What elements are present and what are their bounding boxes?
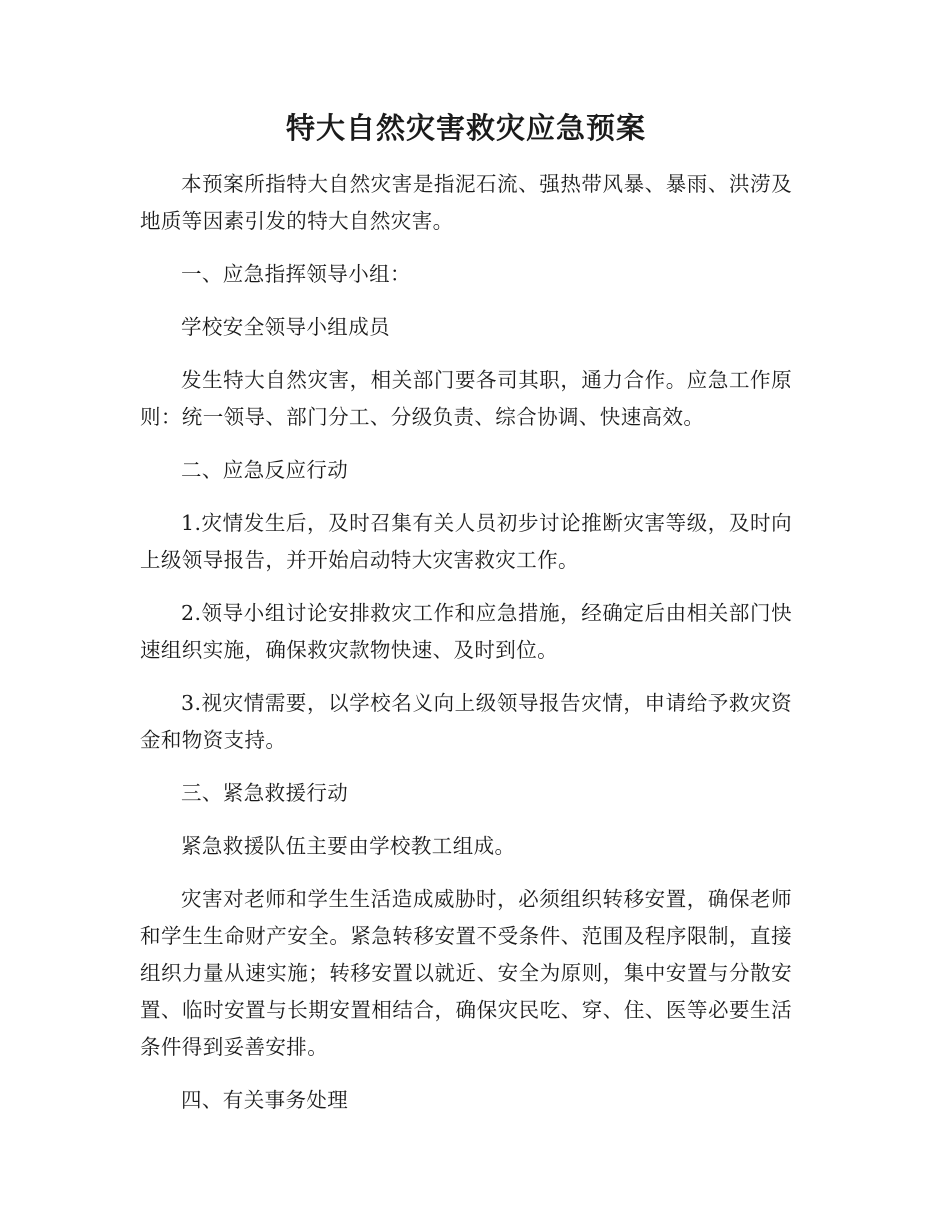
relocation-paragraph: 灾害对老师和学生生活造成威胁时，必须组织转移安置，确保老师和学生生命财产安全。紧急转移安置不受条件、范围及程序限制，直接组织力量从速实施；转移安置以就近、安全为原则，集中安置与分散安置、临时安置与长期安置相结合，确保灾民吃、穿、住、医等必要生活条件得到妥善安排。	[140, 887, 792, 1059]
document-title: 特大自然灾害救灾应急预案	[285, 111, 646, 145]
response-item-2: 2.领导小组讨论安排救灾工作和应急措施，经确定后由相关部门快速组织实施，确保救灾款物快速、及时到位。	[140, 601, 792, 662]
section-heading-1: 一、应急指挥领导小组：	[181, 262, 411, 286]
section-heading-4: 四、有关事务处理	[181, 1088, 349, 1112]
section-heading-2: 二、应急反应行动	[181, 458, 349, 482]
section-heading-3: 三、紧急救援行动	[181, 781, 349, 805]
response-item-1: 1.灾情发生后，及时召集有关人员初步讨论推断灾害等级，及时向上级领导报告，并开始启动特大灾害救灾工作。	[140, 511, 792, 572]
intro-paragraph: 本预案所指特大自然灾害是指泥石流、强热带风暴、暴雨、洪涝及地质等因素引发的特大自然灾害。	[140, 172, 792, 233]
rescue-team-paragraph: 紧急救援队伍主要由学校教工组成。	[181, 834, 516, 858]
leadership-paragraph: 学校安全领导小组成员	[181, 315, 390, 339]
principles-paragraph: 发生特大自然灾害，相关部门要各司其职，通力合作。应急工作原则：统一领导、部门分工、分级负责、综合协调、快速高效。	[140, 368, 792, 429]
response-item-3: 3.视灾情需要，以学校名义向上级领导报告灾情，申请给予救灾资金和物资支持。	[140, 691, 792, 752]
